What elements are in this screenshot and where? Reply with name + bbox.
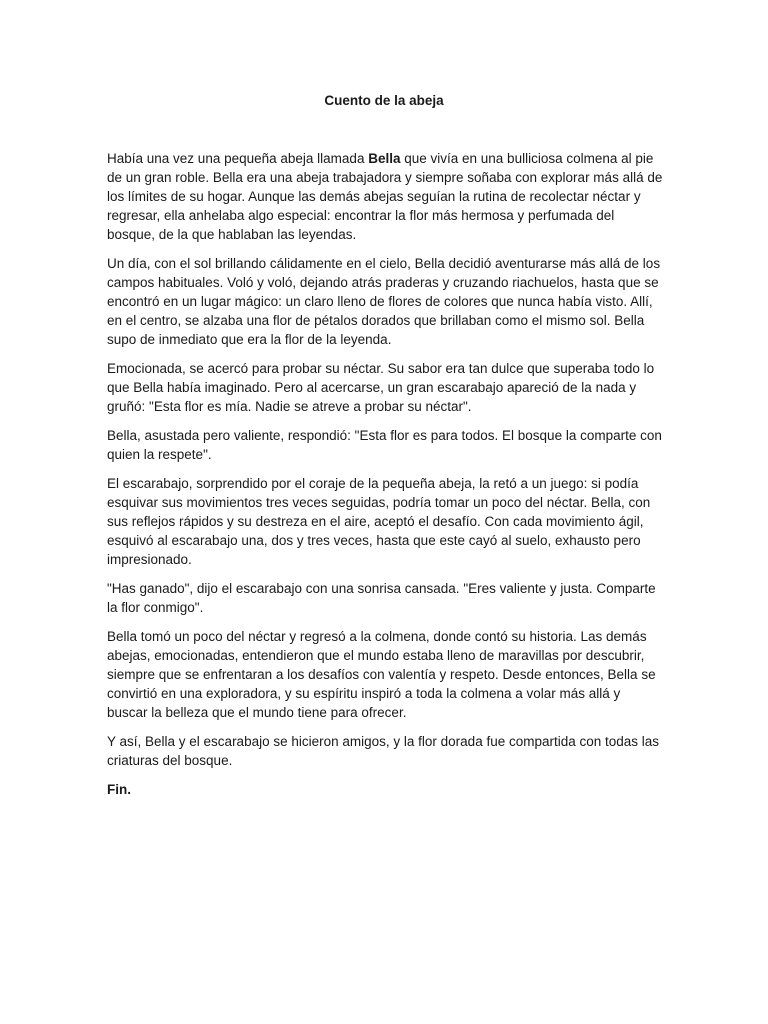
- paragraph-2: Un día, con el sol brillando cálidamente en el cielo, Bella decidió aventurarse más allá de los campos habituales. Voló y voló, dejando atrás praderas y cruzando riachuelos, hasta que se encontró en un lugar mágico: un claro lleno de flores de colores que nunca había visto. Allí, en el centro, se alzaba una flor de pétalos dorados que brillaban como el mismo sol. Bella supo de inmediato que era la flor de la leyenda.: [107, 256, 661, 347]
- bee-name-bold: Bella: [368, 151, 401, 166]
- document-body: [107, 149, 663, 809]
- paragraph-4: Bella, asustada pero valiente, respondió: "Esta flor es para todos. El bosque la comparte con quien la respete".: [107, 428, 662, 462]
- paragraph-5: El escarabajo, sorprendido por el coraje de la pequeña abeja, la retó a un juego: si podía esquivar sus movimientos tres veces seguidas, podría tomar un poco del néctar. Bella, con sus reflejos rápidos y su destreza en el aire, aceptó el desafío. Con cada movimiento ágil, esquivó al escarabajo una, dos y tres veces, hasta que este cayó al suelo, exhausto pero impresionado.: [107, 476, 651, 567]
- paragraph-6: "Has ganado", dijo el escarabajo con una sonrisa cansada. "Eres valiente y justa. Comparte la flor conmigo".: [107, 581, 656, 615]
- document-title: Cuento de la abeja: [324, 93, 444, 108]
- ending-text: Fin.: [107, 782, 131, 797]
- paragraph-3: Emocionada, se acercó para probar su néctar. Su sabor era tan dulce que superaba todo lo que Bella había imaginado. Pero al acercarse, un gran escarabajo apareció de la nada y gruñó: "Esta flor es mía. Nadie se atreve a probar su néctar".: [107, 361, 655, 414]
- paragraph-1-rest: que vivía en una bulliciosa colmena al pie de un gran roble. Bella era una abeja trabajadora y siempre soñaba con explorar más allá de los límites de su hogar. Aunque las demás abejas seguían la rutina de recolectar néctar y regresar, ella anhelaba algo especial: encontrar la flor más hermosa y perfumada del bosque, de la que hablaban las leyendas.: [107, 151, 663, 242]
- paragraph-8: Y así, Bella y el escarabajo se hicieron amigos, y la flor dorada fue compartida con todas las criaturas del bosque.: [107, 734, 660, 768]
- paragraph-1: [107, 149, 663, 244]
- paragraph-1-start: Había una vez una pequeña abeja llamada: [107, 151, 369, 166]
- paragraph-7: Bella tomó un poco del néctar y regresó a la colmena, donde contó su historia. Las demás abejas, emocionadas, entendieron que el mundo estaba lleno de maravillas por descubrir, siempre que se enfrentaran a los desafíos con valentía y respeto. Desde entonces, Bella se convirtió en una exploradora, y su espíritu inspiró a toda la colmena a volar más allá y buscar la belleza que el mundo tiene para ofrecer.: [107, 629, 656, 720]
